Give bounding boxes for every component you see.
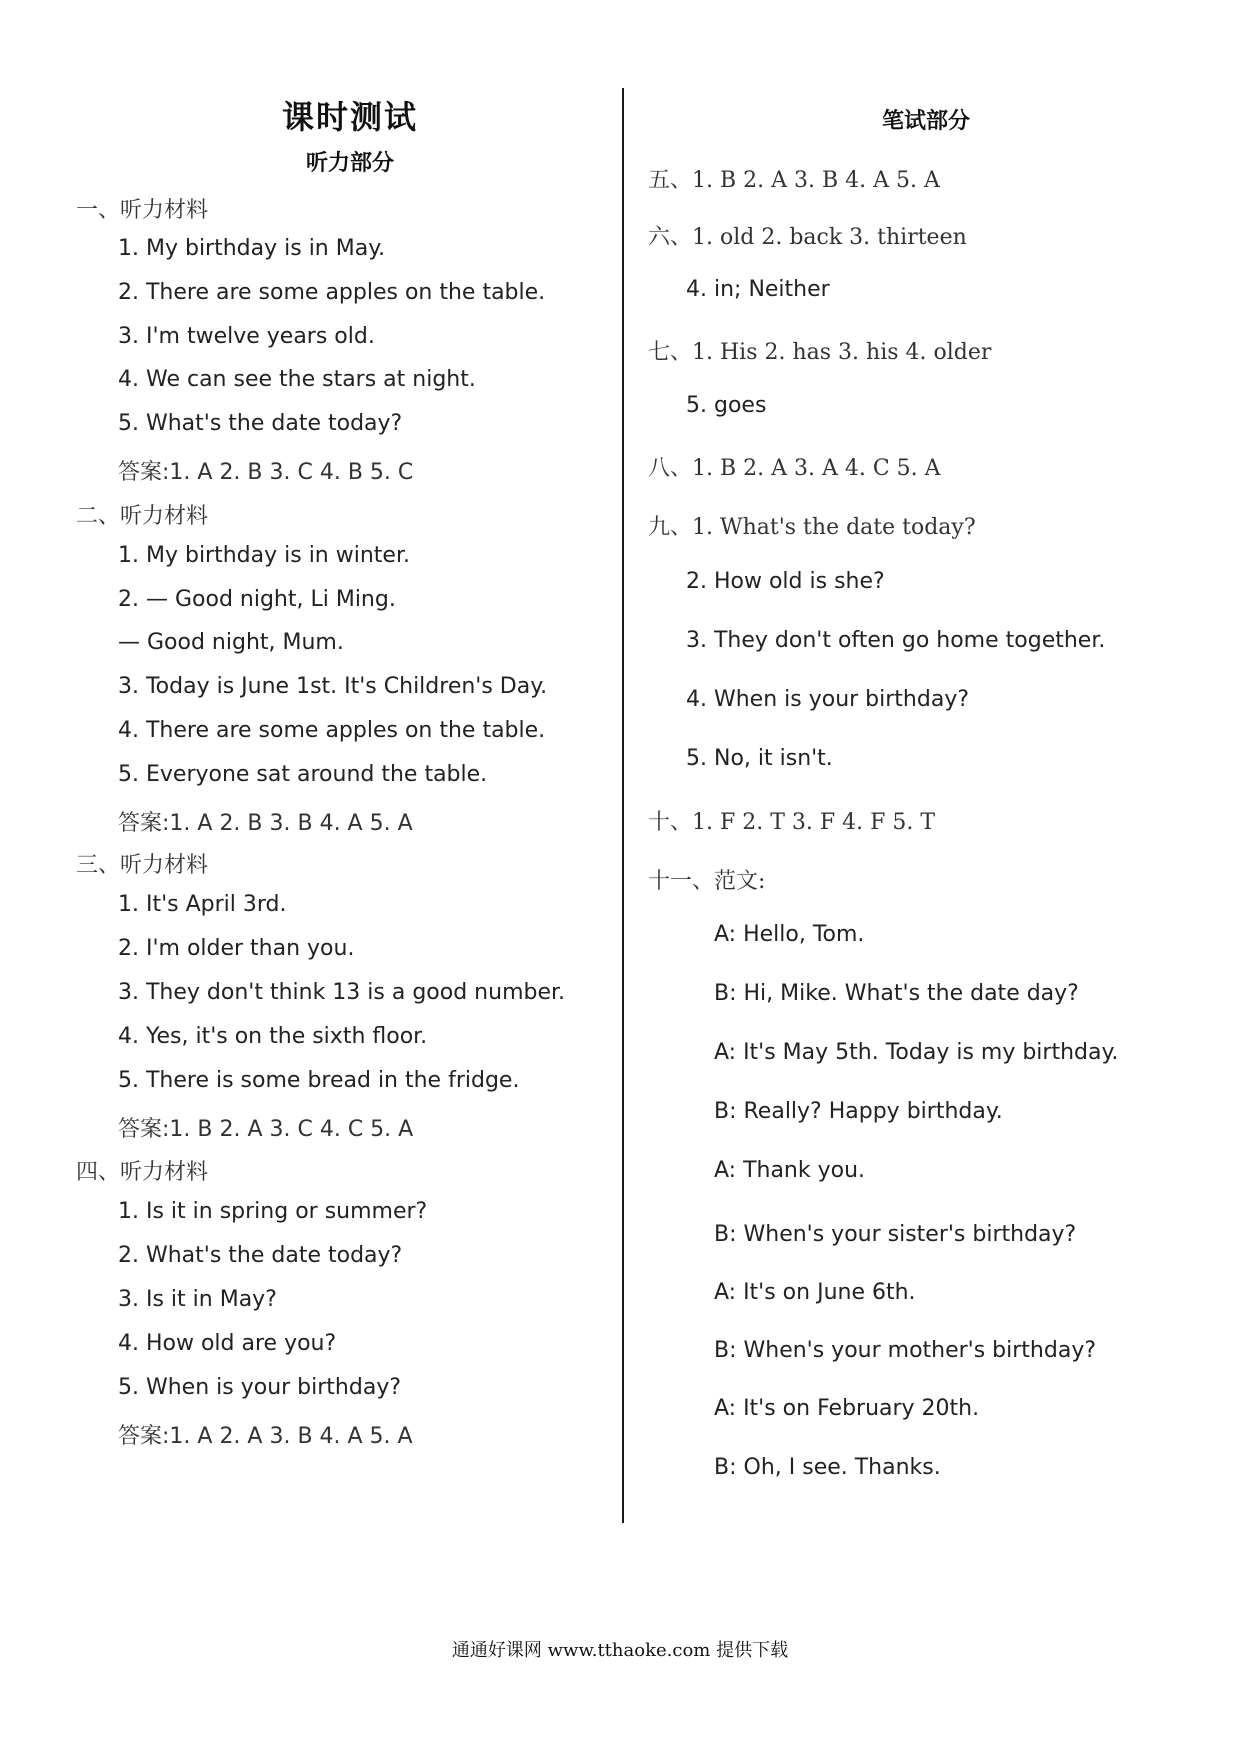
dialogue-line: B: When's your sister's birthday? (714, 1222, 1077, 1247)
column-divider (622, 88, 624, 1523)
answer-line: 3. They don't often go home together. (686, 628, 1106, 653)
dialogue-line: B: When's your mother's birthday? (714, 1338, 1097, 1363)
dialogue-line: B: Hi, Mike. What's the date day? (714, 981, 1079, 1006)
dialogue-line: A: Hello, Tom. (714, 922, 865, 947)
list-item: 2. What's the date today? (118, 1243, 403, 1268)
listening-section-title: 听力部分 (305, 150, 394, 176)
answer-line: 答案:1. A 2. A 3. B 4. A 5. A (118, 1424, 413, 1449)
dialogue-line: A: It's May 5th. Today is my birthday. (714, 1040, 1119, 1065)
answer-line: 十、1. F 2. T 3. F 4. F 5. T (648, 810, 936, 835)
writing-section-title: 笔试部分 (881, 108, 970, 134)
section-heading: 一、听力材料 (76, 198, 209, 223)
answer-line: 答案:1. A 2. B 3. C 4. B 5. C (118, 460, 414, 485)
answer-line: 2. How old is she? (686, 569, 885, 594)
list-item: 2. There are some apples on the table. (118, 280, 546, 305)
answer-line: 八、1. B 2. A 3. A 4. C 5. A (648, 456, 941, 481)
section-heading: 三、听力材料 (76, 853, 209, 878)
answer-line: 十一、范文: (648, 869, 766, 894)
list-item: 1. My birthday is in May. (118, 236, 386, 261)
dialogue-line: B: Really? Happy birthday. (714, 1099, 1003, 1124)
list-item: 5. When is your birthday? (118, 1375, 402, 1400)
answer-line: 5. goes (686, 393, 767, 418)
answer-line: 九、1. What's the date today? (648, 515, 976, 540)
footer-source: 通通好课网 www.tthaoke.com 提供下载 (451, 1640, 789, 1661)
list-item: 3. Today is June 1st. It's Children's Day. (118, 674, 548, 699)
list-item: 3. I'm twelve years old. (118, 324, 375, 349)
list-item: 2. I'm older than you. (118, 936, 355, 961)
dialogue-line: A: Thank you. (714, 1158, 866, 1183)
answer-line: 七、1. His 2. has 3. his 4. older (648, 340, 992, 365)
page-title: 课时测试 (281, 98, 418, 136)
list-item: 1. It's April 3rd. (118, 892, 287, 917)
section-heading: 四、听力材料 (76, 1160, 209, 1185)
answer-line: 5. No, it isn't. (686, 746, 833, 771)
answer-line: 答案:1. A 2. B 3. B 4. A 5. A (118, 811, 413, 836)
dialogue-line: B: Oh, I see. Thanks. (714, 1455, 941, 1480)
list-item: 5. What's the date today? (118, 411, 403, 436)
answer-line: 五、1. B 2. A 3. B 4. A 5. A (648, 168, 940, 193)
dialogue-line: A: It's on June 6th. (714, 1280, 916, 1305)
answer-line: 4. in; Neither (686, 277, 830, 302)
answer-line: 4. When is your birthday? (686, 687, 970, 712)
list-item: 4. We can see the stars at night. (118, 367, 476, 392)
dialogue-line: A: It's on February 20th. (714, 1396, 980, 1421)
list-item: 1. Is it in spring or summer? (118, 1199, 428, 1224)
answer-line: 六、1. old 2. back 3. thirteen (648, 225, 967, 250)
section-heading: 二、听力材料 (76, 504, 209, 529)
list-item: 2. — Good night, Li Ming. (118, 587, 396, 612)
list-item: 5. Everyone sat around the table. (118, 762, 488, 787)
list-item: 4. How old are you? (118, 1331, 337, 1356)
list-item: 4. There are some apples on the table. (118, 718, 546, 743)
list-item: 1. My birthday is in winter. (118, 543, 410, 568)
list-item: 3. They don't think 13 is a good number. (118, 980, 566, 1005)
list-item: 4. Yes, it's on the sixth floor. (118, 1024, 428, 1049)
answer-line: 答案:1. B 2. A 3. C 4. C 5. A (118, 1117, 414, 1142)
list-item: — Good night, Mum. (118, 630, 344, 655)
list-item: 3. Is it in May? (118, 1287, 277, 1312)
list-item: 5. There is some bread in the fridge. (118, 1068, 520, 1093)
